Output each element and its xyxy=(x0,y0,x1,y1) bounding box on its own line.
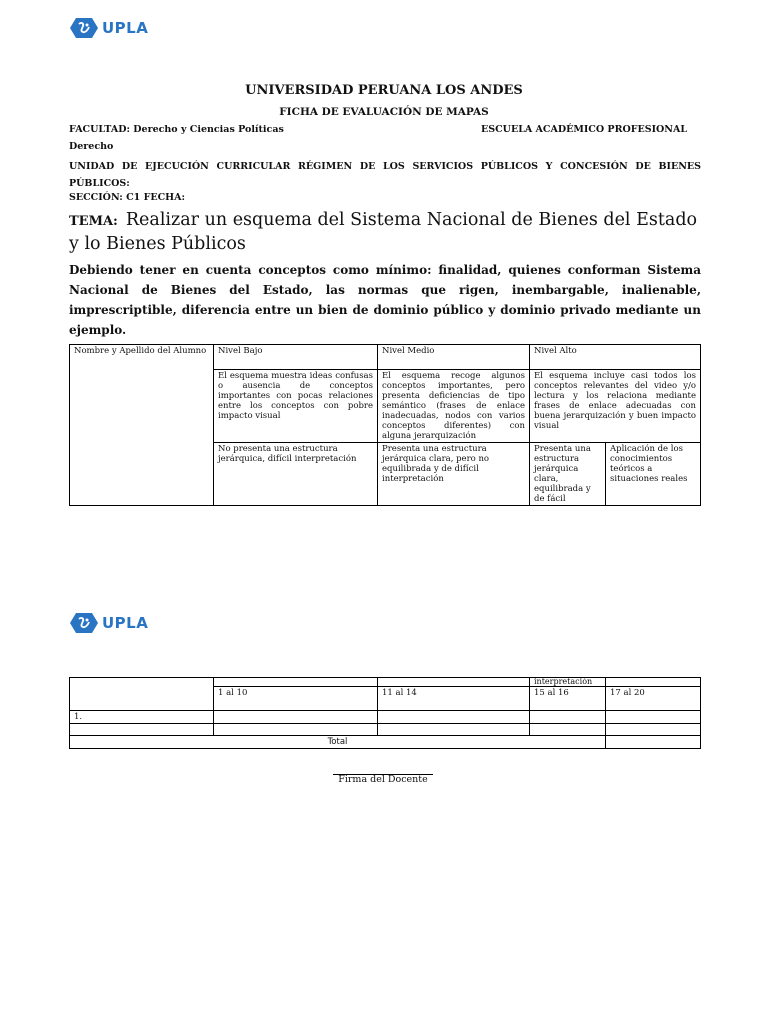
logo-text: UPLA xyxy=(102,613,149,632)
table-row xyxy=(70,678,701,687)
tema-label: TEMA: xyxy=(69,214,118,229)
description: Debiendo tener en cuenta conceptos como mínimo: finalidad, quienes conforman Sistema Nacional de Bienes del Estado, las normas que rigen, inembargable, inalienable, imprescriptible, diferencia entre un bien de dominio público y dominio privado mediante un ejemplo. xyxy=(69,263,701,337)
university-title: UNIVERSIDAD PERUANA LOS ANDES xyxy=(245,83,523,98)
rubric-table xyxy=(69,344,701,506)
student-name-header: Nombre y Apellido del Alumno xyxy=(70,345,214,506)
row-number: 1. xyxy=(70,711,214,724)
escuela-value: Derecho xyxy=(69,141,114,152)
score-table xyxy=(69,677,701,749)
escuela-label: ESCUELA ACADÉMICO PROFESIONAL xyxy=(481,124,688,135)
facultad-label: FACULTAD: Derecho y Ciencias Políticas xyxy=(69,124,284,135)
logo-text: UPLA xyxy=(102,18,149,37)
range-3: 15 al 16 xyxy=(530,687,606,711)
tema-text: Realizar un esquema del Sistema Nacional de Bienes del Estado y lo Bienes Públicos xyxy=(69,210,698,254)
table-row xyxy=(70,711,701,724)
criteria-high: El esquema incluye casi todos los conceptos relevantes del video y/o lectura y los relaciona mediante frases de enlace adecuadas con buena jerarquización y buen impacto visual xyxy=(530,370,701,443)
level-high-header: Nivel Alto xyxy=(530,345,701,370)
upla-logo-2 xyxy=(70,612,148,634)
seccion-label: SECCIÓN: C1 FECHA: xyxy=(69,192,185,203)
range-1: 1 al 10 xyxy=(214,687,378,711)
overflow-text: interpretación xyxy=(530,678,606,687)
unidad-label: UNIDAD DE EJECUCIÓN CURRICULAR RÉGIMEN DE LOS SERVICIOS PÚBLICOS Y CONCESIÓN DE BIENES PÚBLICOS: xyxy=(69,161,701,189)
signature-label: Firma del Docente xyxy=(338,774,428,785)
range-4: 17 al 20 xyxy=(606,687,701,711)
table-row xyxy=(70,345,701,370)
upla-logo xyxy=(70,17,148,39)
total-label: Total xyxy=(70,736,606,749)
level-mid-header: Nivel Medio xyxy=(378,345,530,370)
application-criteria: Aplicación de los conocimientos teóricos a situaciones reales xyxy=(606,443,701,506)
table-row xyxy=(70,724,701,736)
criteria-low: El esquema muestra ideas confusas o ausencia de conceptos importantes con pocas relaciones entre los conceptos con pobre impacto visual xyxy=(214,370,378,443)
structure-low: No presenta una estructura jerárquica, difícil interpretación xyxy=(214,443,378,506)
level-low-header: Nivel Bajo xyxy=(214,345,378,370)
criteria-mid: El esquema recoge algunos conceptos importantes, pero presenta deficiencias de tipo semántico (frases de enlace inadecuadas, nodos con varios conceptos diferentes) con alguna jerarquización xyxy=(378,370,530,443)
tema xyxy=(69,209,701,256)
table-row xyxy=(70,736,701,749)
structure-mid: Presenta una estructura jerárquica clara, pero no equilibrada y de difícil interpretación xyxy=(378,443,530,506)
range-2: 11 al 14 xyxy=(378,687,530,711)
structure-high: Presenta una estructura jerárquica clara, equilibrada y de fácil xyxy=(530,443,606,506)
form-title: FICHA DE EVALUACIÓN DE MAPAS xyxy=(279,106,489,118)
upla-hexagon-icon xyxy=(70,17,98,39)
upla-hexagon-icon xyxy=(70,612,98,634)
